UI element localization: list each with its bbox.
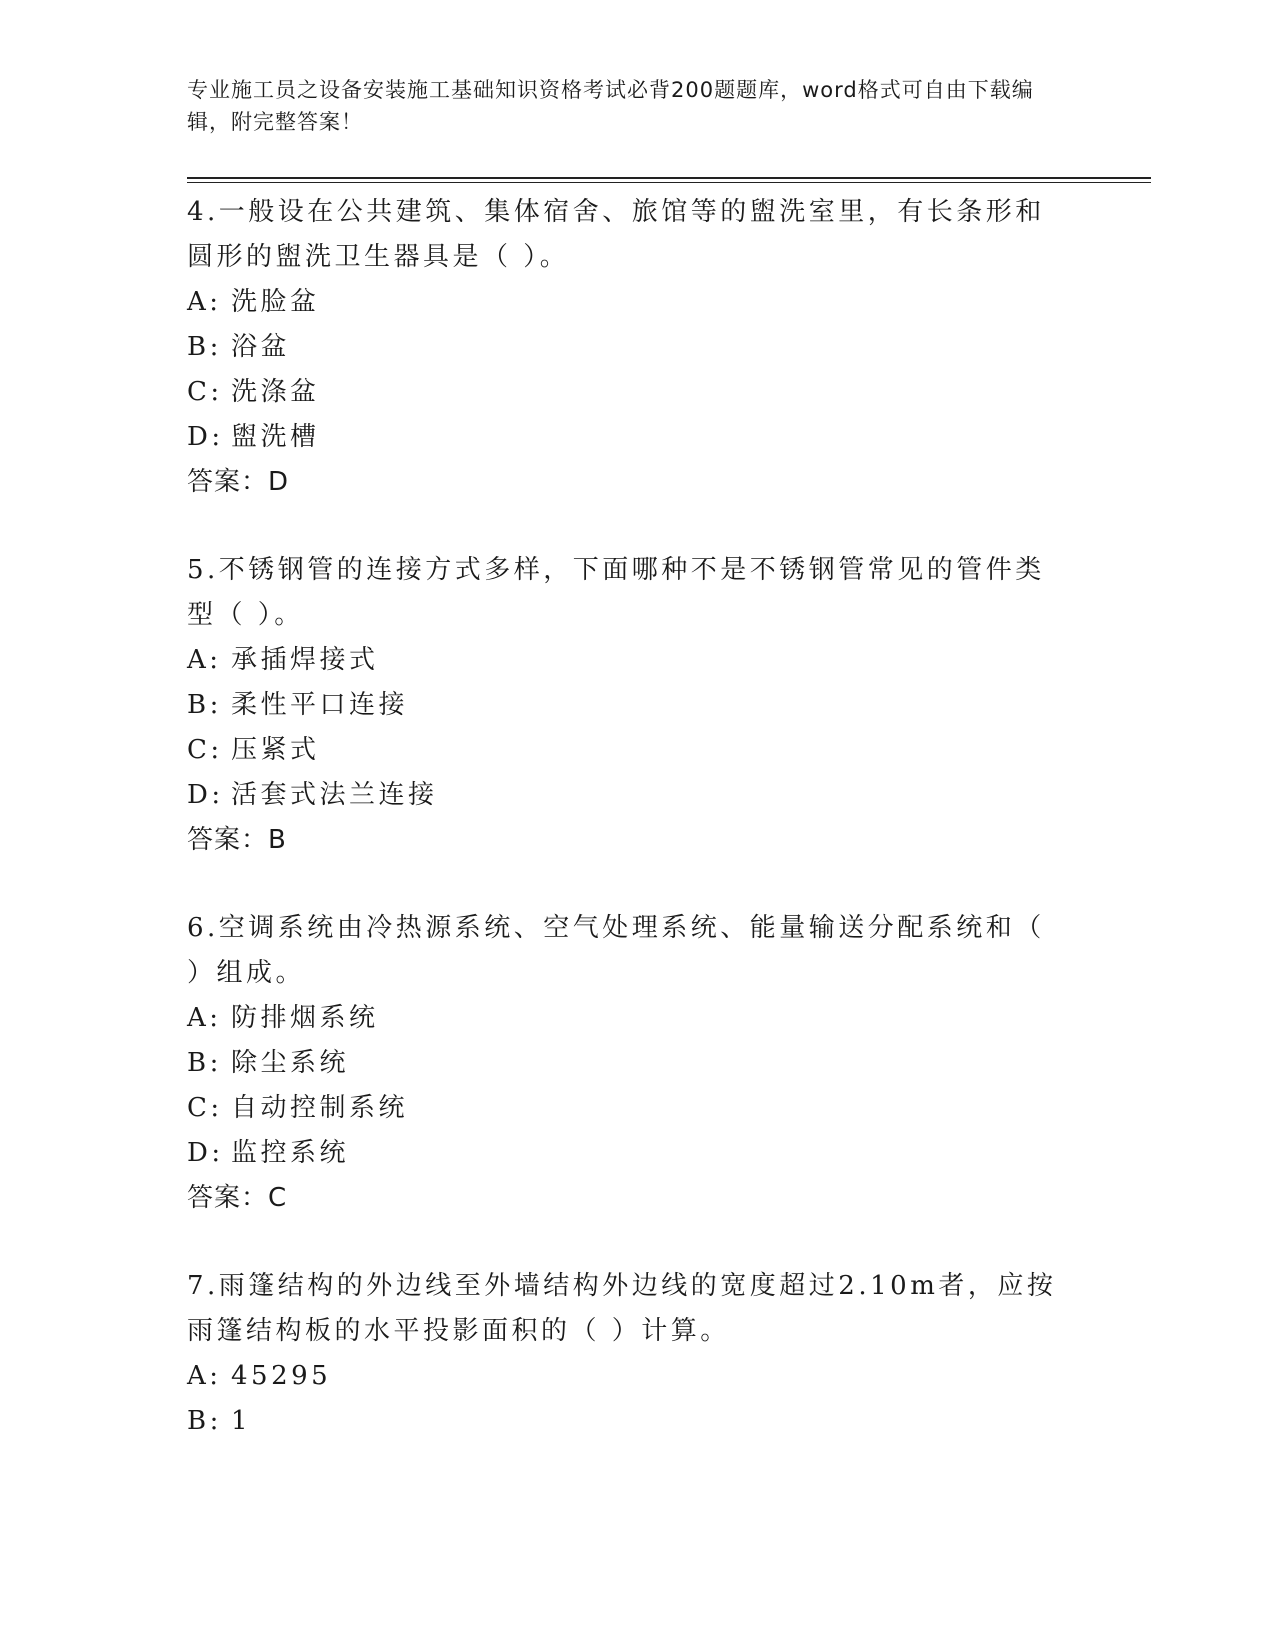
question-option: [187, 773, 1067, 818]
question-option: [187, 1131, 1067, 1176]
question-option: [187, 1354, 1067, 1399]
option-key: B:: [187, 1406, 222, 1436]
question-item: [187, 548, 1067, 863]
option-key: A:: [187, 1003, 222, 1033]
option-text: 活套式法兰连接: [231, 780, 438, 810]
question-item: [187, 1264, 1067, 1444]
option-key: A:: [187, 287, 222, 317]
question-option: [187, 325, 1067, 370]
option-key: D:: [187, 780, 224, 810]
question-option: [187, 683, 1067, 728]
question-option: [187, 1399, 1067, 1444]
option-text: 承插焊接式: [231, 645, 379, 675]
question-option: [187, 1041, 1067, 1086]
question-option: [187, 280, 1067, 325]
option-key: A:: [187, 1361, 222, 1391]
option-text: 监控系统: [231, 1138, 350, 1168]
question-option: [187, 1086, 1067, 1131]
question-answer: 答案：C: [187, 1183, 288, 1213]
question-stem: 4.一般设在公共建筑、集体宿舍、旅馆等的盥洗室里，有长条形和圆形的盥洗卫生器具是（ ）。: [187, 197, 1045, 272]
question-option: [187, 996, 1067, 1041]
option-text: 浴盆: [231, 332, 291, 362]
option-text: 除尘系统: [231, 1048, 350, 1078]
question-option: [187, 415, 1067, 460]
option-text: 防排烟系统: [231, 1003, 379, 1033]
option-text: 45295: [231, 1361, 332, 1391]
option-key: A:: [187, 645, 222, 675]
option-key: B:: [187, 690, 222, 720]
question-item: [187, 190, 1067, 505]
question-list: [187, 190, 1067, 1487]
question-option: [187, 728, 1067, 773]
option-text: 洗涤盆: [231, 377, 320, 407]
question-item: [187, 906, 1067, 1221]
question-stem: 7.雨篷结构的外边线至外墙结构外边线的宽度超过2.10m者，应按雨篷结构板的水平投影面积的（ ）计算。: [187, 1271, 1057, 1346]
question-stem: 5.不锈钢管的连接方式多样，下面哪种不是不锈钢管常见的管件类型（ ）。: [187, 555, 1045, 630]
option-key: C:: [187, 1093, 223, 1123]
option-key: B:: [187, 332, 222, 362]
option-text: 柔性平口连接: [231, 690, 409, 720]
option-text: 1: [231, 1406, 252, 1436]
document-header: 专业施工员之设备安装施工基础知识资格考试必背200题题库，word格式可自由下载编辑，附完整答案！: [187, 78, 1034, 134]
question-answer: 答案：B: [187, 825, 287, 855]
option-key: D:: [187, 1138, 224, 1168]
option-text: 自动控制系统: [231, 1093, 409, 1123]
header-divider: [187, 177, 1151, 183]
option-key: C:: [187, 377, 223, 407]
option-text: 盥洗槽: [231, 422, 320, 452]
question-answer: 答案：D: [187, 467, 290, 497]
question-option: [187, 370, 1067, 415]
option-text: 洗脸盆: [231, 287, 320, 317]
option-key: D:: [187, 422, 224, 452]
option-key: B:: [187, 1048, 222, 1078]
option-text: 压紧式: [231, 735, 320, 765]
question-stem: 6.空调系统由冷热源系统、空气处理系统、能量输送分配系统和（ ）组成。: [187, 913, 1045, 988]
question-option: [187, 638, 1067, 683]
option-key: C:: [187, 735, 223, 765]
